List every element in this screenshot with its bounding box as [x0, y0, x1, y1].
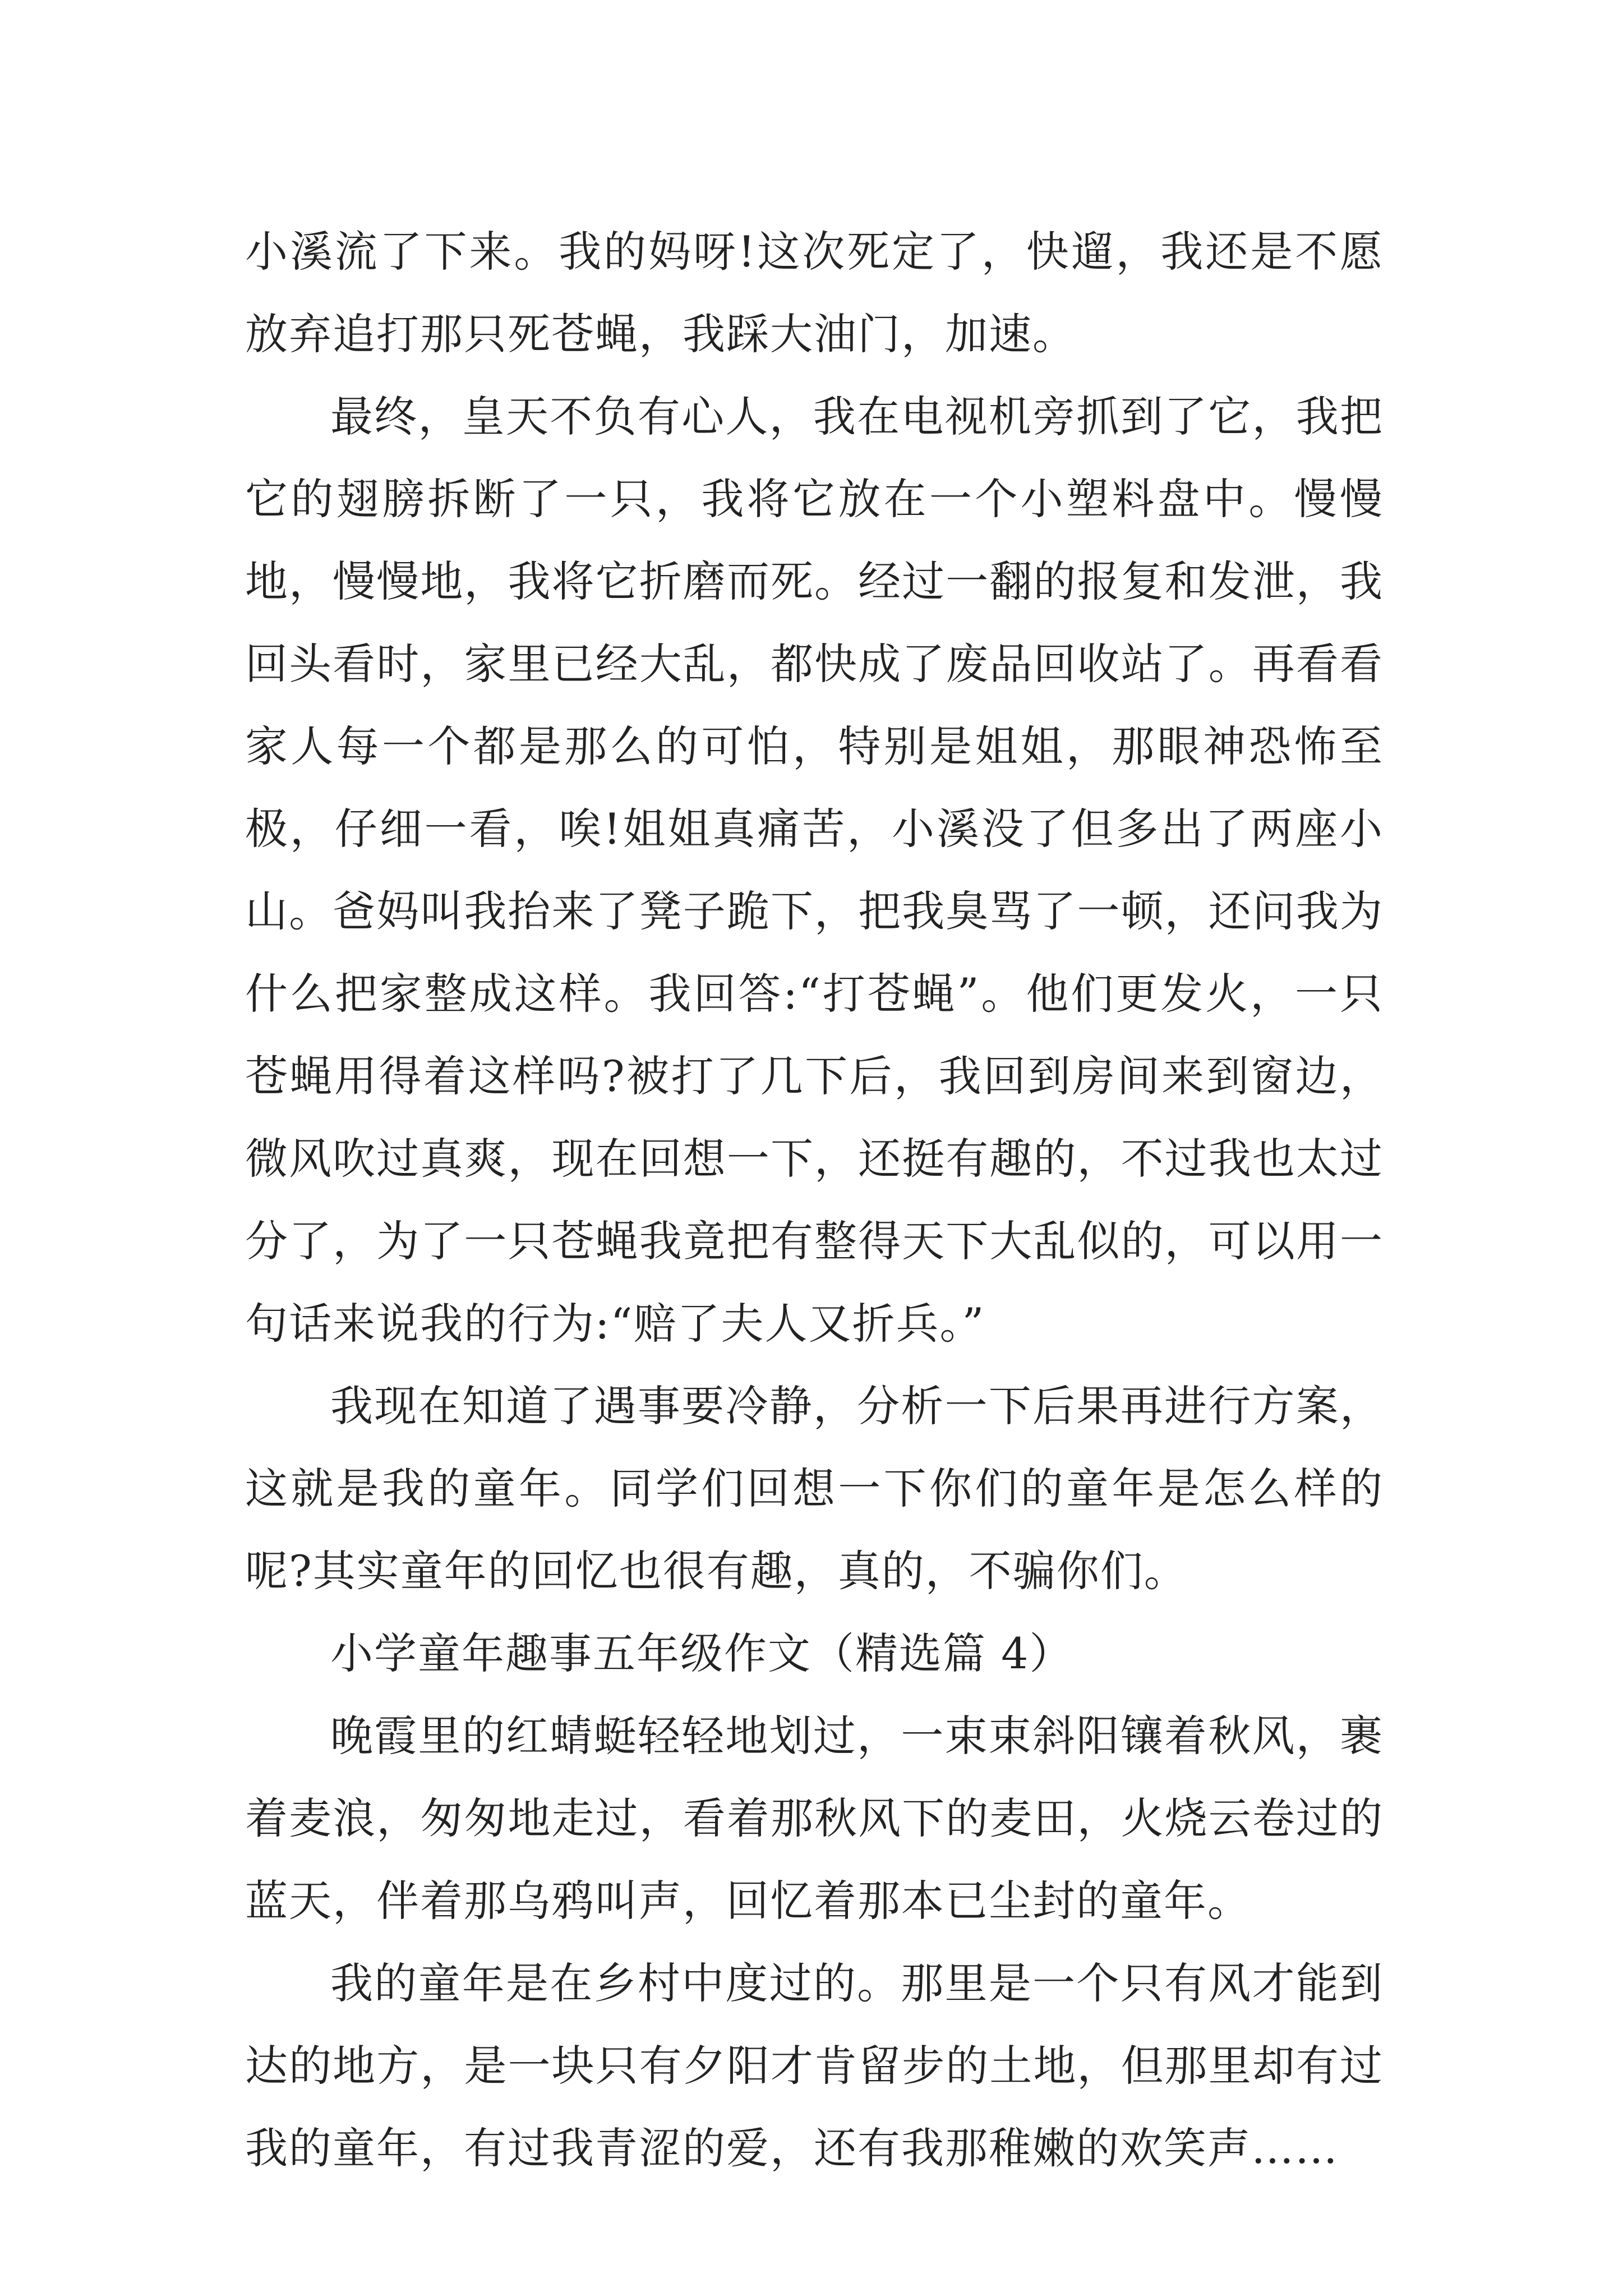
paragraph: 我的童年是在乡村中度过的。那里是一个只有风才能到达的地方，是一块只有夕阳才肯留步的土地，但那里却有过我的童年，有过我青涩的爱，还有我那稚嫩的欢笑声……	[245, 1958, 1384, 2173]
paragraph: 我现在知道了遇事要冷静，分析一下后果再进行方案，这就是我的童年。同学们回想一下你们的童年是怎么样的呢?其实童年的回忆也很有趣，真的，不骗你们。	[245, 1381, 1384, 1596]
paragraph: 晚霞里的红蜻蜓轻轻地划过，一束束斜阳镶着秋风，裹着麦浪，匆匆地走过，看着那秋风下的麦田，火烧云卷过的蓝天，伴着那乌鸦叫声，回忆着那本已尘封的童年。	[245, 1711, 1384, 1926]
paragraph: 最终，皇天不负有心人，我在电视机旁抓到了它，我把它的翅膀拆断了一只，我将它放在一个小塑料盘中。慢慢地，慢慢地，我将它折磨而死。经过一翻的报复和发泄，我回头看时，家里已经大乱，都快成了废品回收站了。再看看家人每一个都是那么的可怕，特别是姐姐，那眼神恐怖至极，仔细一看，唉!姐姐真痛苦，小溪没了但多出了两座小山。爸妈叫我抬来了凳子跪下，把我臭骂了一顿，还问我为什么把家整成这样。我回答:“打苍蝇”。他们更发火，一只苍蝇用得着这样吗?被打了几下后，我回到房间来到窗边，微风吹过真爽，现在回想一下，还挺有趣的，不过我也太过分了，为了一只苍蝇我竟把有整得天下大乱似的，可以用一句话来说我的行为:“赔了夫人又折兵。”	[245, 392, 1384, 1349]
body-text	[245, 210, 1384, 2189]
section-heading: 小学童年趣事五年级作文（精选篇 4）	[330, 1628, 1073, 1678]
paragraph-continued: 小溪流了下来。我的妈呀!这次死定了，快遛，我还是不愿放弃追打那只死苍蝇，我踩大油门，加速。	[245, 227, 1384, 359]
